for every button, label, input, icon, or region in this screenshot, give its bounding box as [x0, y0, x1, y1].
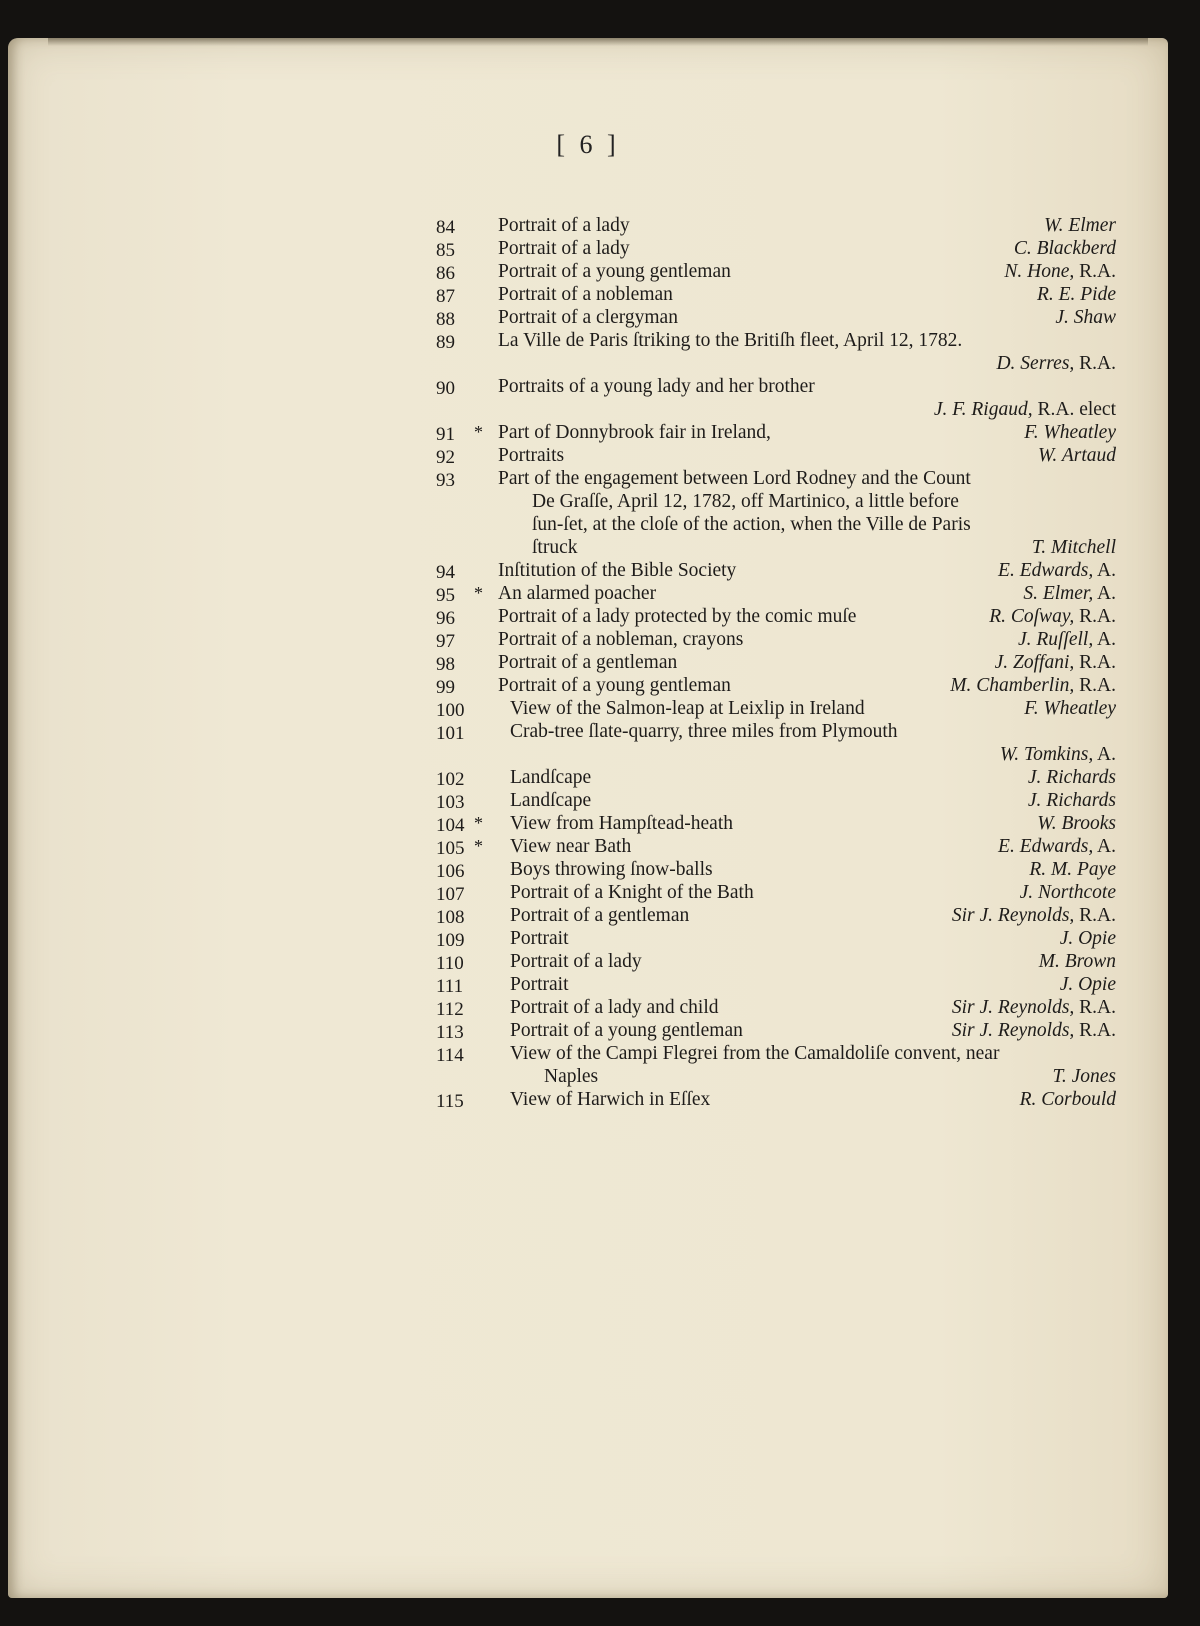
entry-number: 96 — [436, 608, 455, 629]
entry-number: 107 — [436, 884, 465, 905]
artist-credit — [998, 559, 1116, 582]
artist-name: J. Ruſſell, — [1017, 629, 1094, 650]
artist-credit — [989, 605, 1116, 628]
artist-credit — [1037, 812, 1116, 835]
entry-line — [510, 904, 1116, 927]
entry-body — [510, 766, 1116, 789]
catalogue-list — [426, 214, 1116, 1111]
entry-title: Boys throwing ſnow-balls — [510, 859, 713, 880]
artist-name: W. Artaud — [1037, 445, 1116, 466]
artist-credit — [1044, 214, 1116, 237]
artist-rank: A. — [1097, 560, 1116, 581]
artist-line — [498, 398, 1116, 421]
artist-name: D. Serres, — [996, 353, 1075, 374]
entry-body — [498, 306, 1116, 329]
artist-credit — [1028, 789, 1116, 812]
entry-number: 101 — [436, 723, 465, 744]
entry-title: View from Hampſtead-heath — [510, 813, 733, 834]
catalogue-entry — [426, 812, 1116, 835]
catalogue-entry — [426, 835, 1116, 858]
catalogue-entry — [426, 1042, 1116, 1088]
entry-body — [498, 260, 1116, 283]
entry-body — [510, 904, 1116, 927]
artist-credit — [998, 835, 1116, 858]
entry-line — [498, 260, 1116, 283]
entry-body — [498, 467, 1116, 559]
artist-name: E. Edwards, — [998, 836, 1094, 857]
catalogue-entry — [426, 766, 1116, 789]
entry-title: Portrait of a young gentleman — [498, 675, 731, 696]
exhibit-asterisk: * — [474, 422, 483, 442]
catalogue-entry — [426, 858, 1116, 881]
entry-body — [510, 812, 1116, 835]
artist-name: R. Coſway, — [989, 606, 1075, 627]
entry-title: Portraits — [498, 445, 565, 466]
artist-credit — [934, 399, 1116, 420]
entry-body — [498, 421, 1116, 444]
artist-credit — [1029, 858, 1116, 881]
entry-line — [510, 835, 1116, 858]
entry-number: 113 — [436, 1022, 464, 1043]
entry-line — [510, 950, 1116, 973]
entry-title: Portrait of a nobleman — [498, 284, 673, 305]
entry-body — [510, 858, 1116, 881]
entry-line — [510, 858, 1116, 881]
entry-title: Part of Donnybrook fair in Ireland, — [498, 422, 771, 443]
entry-title: Portrait of a nobleman, crayons — [498, 629, 744, 650]
artist-rank: A. — [1097, 744, 1116, 765]
entry-title: Portrait of a lady — [498, 215, 630, 236]
catalogue-entry — [426, 306, 1116, 329]
entry-body — [498, 559, 1116, 582]
entry-line — [498, 605, 1116, 628]
artist-rank: R.A. — [1079, 905, 1116, 926]
catalogue-entry — [426, 720, 1116, 766]
entry-line — [510, 720, 1116, 743]
entry-body — [498, 651, 1116, 674]
entry-body — [498, 674, 1116, 697]
entry-number: 99 — [436, 677, 455, 698]
entry-title: Landſcape — [510, 767, 592, 788]
entry-line — [498, 628, 1116, 651]
artist-name: J. Richards — [1027, 790, 1116, 811]
artist-credit — [1023, 582, 1116, 605]
artist-name: J. Opie — [1059, 974, 1116, 995]
entry-line — [498, 674, 1116, 697]
artist-credit — [1037, 283, 1116, 306]
entry-title: ſtruck — [532, 537, 578, 558]
catalogue-entry — [426, 559, 1116, 582]
entry-line — [498, 651, 1116, 674]
entry-line — [498, 513, 1116, 536]
entry-body — [498, 605, 1116, 628]
artist-rank: R.A. — [1079, 997, 1116, 1018]
catalogue-entry — [426, 329, 1116, 375]
entry-line — [498, 329, 1116, 352]
entry-number: 86 — [436, 263, 455, 284]
exhibit-asterisk: * — [474, 813, 483, 833]
entry-line — [510, 789, 1116, 812]
entry-body — [498, 283, 1116, 306]
artist-rank: A. — [1097, 629, 1116, 650]
entry-line — [498, 536, 1116, 559]
entry-number: 89 — [436, 332, 455, 353]
entry-number: 88 — [436, 309, 455, 330]
entry-title: View of the Salmon-leap at Leixlip in Ireland — [510, 698, 865, 719]
entry-title: Portrait of a gentleman — [510, 905, 690, 926]
artist-credit — [1038, 444, 1116, 467]
artist-name: J. Richards — [1027, 767, 1116, 788]
entry-line — [510, 927, 1116, 950]
entry-body — [510, 835, 1116, 858]
entry-title: La Ville de Paris ſtriking to the Britiſh fleet, April 12, 1782. — [498, 330, 963, 351]
entry-number: 109 — [436, 930, 465, 951]
artist-name: W. Tomkins, — [999, 744, 1094, 765]
artist-rank: R.A. — [1079, 353, 1116, 374]
catalogue-entry — [426, 467, 1116, 559]
artist-credit — [952, 904, 1116, 927]
artist-rank: R.A. — [1079, 261, 1116, 282]
entry-line — [510, 766, 1116, 789]
entry-title: Part of the engagement between Lord Rodney and the Count — [498, 468, 971, 489]
entry-number: 91 — [436, 424, 455, 445]
entry-body — [510, 881, 1116, 904]
entry-number: 92 — [436, 447, 455, 468]
entry-title: Portrait of a lady — [510, 951, 642, 972]
entry-number: 104 — [436, 815, 465, 836]
catalogue-entry — [426, 996, 1116, 1019]
artist-credit — [1055, 306, 1116, 329]
artist-credit — [1039, 950, 1116, 973]
artist-credit — [1028, 766, 1116, 789]
catalogue-page — [8, 38, 1168, 1598]
entry-body — [510, 996, 1116, 1019]
entry-line — [510, 973, 1116, 996]
entry-number: 98 — [436, 654, 455, 675]
entry-line — [498, 582, 1116, 605]
entry-body — [510, 973, 1116, 996]
artist-credit — [1024, 421, 1116, 444]
catalogue-entry — [426, 789, 1116, 812]
entry-number: 94 — [436, 562, 455, 583]
artist-name: W. Brooks — [1037, 813, 1116, 834]
exhibit-asterisk: * — [474, 836, 483, 856]
artist-name: Sir J. Reynolds, — [951, 1020, 1075, 1041]
artist-rank: R.A. — [1079, 675, 1116, 696]
entry-number: 97 — [436, 631, 455, 652]
entry-title: Crab-tree ſlate-quarry, three miles from Plymouth — [510, 721, 898, 742]
entry-line — [498, 490, 1116, 513]
artist-credit — [1024, 697, 1116, 720]
artist-credit — [950, 674, 1116, 697]
entry-body — [498, 444, 1116, 467]
entry-title: Portraits of a young lady and her brother — [498, 376, 815, 397]
entry-body — [510, 789, 1116, 812]
catalogue-entry — [426, 1019, 1116, 1042]
entry-number: 87 — [436, 286, 455, 307]
entry-line — [498, 559, 1116, 582]
entry-title: Portrait — [510, 928, 569, 949]
entry-body — [498, 237, 1116, 260]
entry-body — [510, 1042, 1116, 1088]
entry-body — [510, 927, 1116, 950]
catalogue-entry — [426, 421, 1116, 444]
entry-body — [510, 1088, 1116, 1111]
artist-rank: R.A. — [1079, 1020, 1116, 1041]
catalogue-entry — [426, 237, 1116, 260]
artist-rank: R.A. — [1079, 606, 1116, 627]
entry-number: 108 — [436, 907, 465, 928]
catalogue-entry — [426, 444, 1116, 467]
catalogue-entry — [426, 582, 1116, 605]
catalogue-entry — [426, 651, 1116, 674]
entry-title: Landſcape — [510, 790, 592, 811]
entry-line — [498, 421, 1116, 444]
exhibit-asterisk: * — [474, 583, 483, 603]
entry-body — [498, 329, 1116, 375]
entry-number: 90 — [436, 378, 455, 399]
artist-name: J. Zoffani, — [994, 652, 1075, 673]
artist-credit — [1018, 628, 1116, 651]
entry-number: 105 — [436, 838, 465, 859]
artist-credit — [1032, 536, 1116, 559]
artist-rank: A. — [1097, 583, 1116, 604]
artist-name: C. Blackberd — [1013, 238, 1116, 259]
artist-credit — [1052, 1065, 1116, 1088]
entry-title: Portrait of a young gentleman — [498, 261, 731, 282]
entry-line — [510, 881, 1116, 904]
catalogue-entry — [426, 605, 1116, 628]
entry-line — [498, 237, 1116, 260]
entry-title: Portrait of a young gentleman — [510, 1020, 743, 1041]
artist-name: T. Mitchell — [1031, 537, 1116, 558]
catalogue-entry — [426, 927, 1116, 950]
entry-line — [498, 375, 1116, 398]
catalogue-entry — [426, 214, 1116, 237]
catalogue-entry — [426, 973, 1116, 996]
entry-line — [510, 697, 1116, 720]
entry-title: Inſtitution of the Bible Society — [498, 560, 737, 581]
artist-credit — [1020, 881, 1116, 904]
page-number: [ 6 ] — [556, 130, 620, 159]
artist-name: T. Jones — [1052, 1066, 1116, 1087]
artist-name: M. Brown — [1038, 951, 1116, 972]
catalogue-entry — [426, 904, 1116, 927]
entry-number: 95 — [436, 585, 455, 606]
entry-title: View of the Campi Flegrei from the Camaldoliſe convent, near — [510, 1043, 1000, 1064]
entry-line — [510, 996, 1116, 1019]
entry-title: Portrait of a clergyman — [498, 307, 678, 328]
entry-title: Portrait of a Knight of the Bath — [510, 882, 754, 903]
entry-line — [498, 467, 1116, 490]
entry-title: View of Harwich in Eſſex — [510, 1089, 711, 1110]
catalogue-entry — [426, 950, 1116, 973]
entry-line — [510, 1042, 1116, 1065]
entry-title: Portrait of a lady protected by the comic muſe — [498, 606, 857, 627]
entry-number: 102 — [436, 769, 465, 790]
entry-line — [498, 214, 1116, 237]
entry-title: Portrait of a lady and child — [510, 997, 719, 1018]
entry-number: 111 — [436, 976, 464, 997]
catalogue-entry — [426, 697, 1116, 720]
entry-body — [498, 628, 1116, 651]
artist-name: W. Elmer — [1044, 215, 1116, 236]
entry-title: Portrait — [510, 974, 569, 995]
entry-number: 103 — [436, 792, 465, 813]
artist-name: F. Wheatley — [1024, 698, 1116, 719]
artist-name: J. Shaw — [1055, 307, 1116, 328]
entry-number: 84 — [436, 217, 455, 238]
artist-name: Sir J. Reynolds, — [951, 905, 1075, 926]
entry-number: 93 — [436, 470, 455, 491]
artist-credit — [1060, 973, 1116, 996]
catalogue-entry — [426, 1088, 1116, 1111]
entry-line — [498, 306, 1116, 329]
entry-title: ſun-ſet, at the cloſe of the action, when the Ville de Paris — [532, 514, 971, 535]
artist-rank: R.A. elect — [1037, 399, 1116, 420]
artist-credit — [1020, 1088, 1116, 1111]
artist-name: E. Edwards, — [998, 560, 1094, 581]
artist-credit — [952, 996, 1116, 1019]
catalogue-entry — [426, 881, 1116, 904]
artist-credit — [995, 651, 1116, 674]
artist-name: Sir J. Reynolds, — [951, 997, 1075, 1018]
entry-body — [498, 375, 1116, 421]
catalogue-entry — [426, 375, 1116, 421]
entry-line — [510, 1019, 1116, 1042]
artist-name: R. Corbould — [1019, 1089, 1116, 1110]
artist-name: J. Northcote — [1019, 882, 1116, 903]
artist-name: J. Opie — [1059, 928, 1116, 949]
entry-title: View near Bath — [510, 836, 632, 857]
artist-name: M. Chamberlin, — [950, 675, 1075, 696]
entry-title: An alarmed poacher — [498, 583, 657, 604]
entry-body — [510, 1019, 1116, 1042]
artist-name: N. Hone, — [1004, 261, 1075, 282]
entry-title: Naples — [544, 1066, 599, 1087]
catalogue-entry — [426, 283, 1116, 306]
entry-body — [498, 582, 1116, 605]
artist-name: S. Elmer, — [1023, 583, 1094, 604]
entry-title: Portrait of a lady — [498, 238, 630, 259]
artist-credit — [1000, 744, 1116, 765]
entry-line — [498, 283, 1116, 306]
entry-number: 112 — [436, 999, 464, 1020]
artist-credit — [1060, 927, 1116, 950]
artist-credit — [1004, 260, 1116, 283]
artist-credit — [1014, 237, 1116, 260]
entry-title: Portrait of a gentleman — [498, 652, 678, 673]
entry-number: 114 — [436, 1045, 464, 1066]
artist-line — [498, 352, 1116, 375]
artist-name: R. M. Paye — [1029, 859, 1116, 880]
artist-credit — [952, 1019, 1116, 1042]
artist-credit — [996, 353, 1116, 374]
catalogue-entry — [426, 260, 1116, 283]
entry-body — [510, 720, 1116, 766]
entry-line — [510, 1088, 1116, 1111]
entry-line — [510, 812, 1116, 835]
catalogue-entry — [426, 628, 1116, 651]
artist-rank: R.A. — [1079, 652, 1116, 673]
artist-rank: A. — [1097, 836, 1116, 857]
entry-number: 115 — [436, 1091, 464, 1112]
artist-name: J. F. Rigaud, — [933, 399, 1033, 420]
entry-title: De Graſſe, April 12, 1782, off Martinico, a little before — [532, 491, 959, 512]
entry-line — [510, 1065, 1116, 1088]
artist-name: R. E. Pide — [1036, 284, 1116, 305]
entry-number: 85 — [436, 240, 455, 261]
catalogue-entry — [426, 674, 1116, 697]
entry-number: 100 — [436, 700, 465, 721]
entry-number: 110 — [436, 953, 464, 974]
entry-line — [498, 444, 1116, 467]
artist-name: F. Wheatley — [1024, 422, 1116, 443]
entry-body — [510, 697, 1116, 720]
entry-number: 106 — [436, 861, 465, 882]
artist-line — [510, 743, 1116, 766]
entry-body — [510, 950, 1116, 973]
entry-body — [498, 214, 1116, 237]
